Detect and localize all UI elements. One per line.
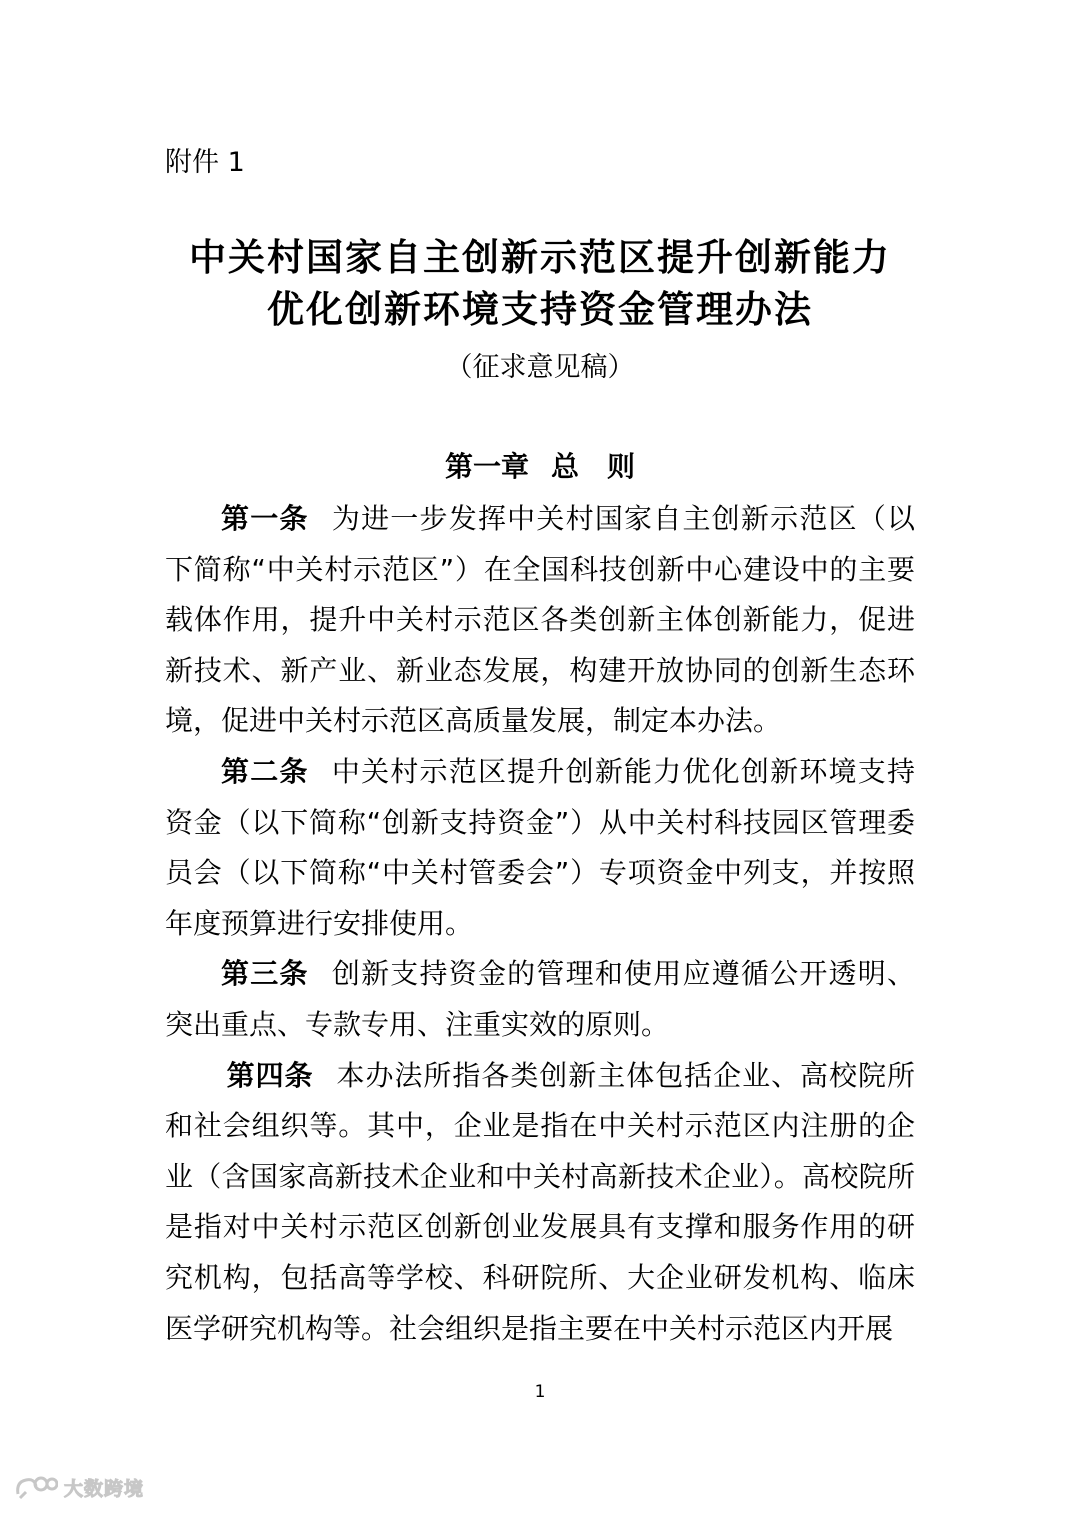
title-line-2: 优化创新环境支持资金管理办法 [267, 288, 813, 331]
document-title [0, 232, 1080, 388]
article-3 [165, 949, 915, 1050]
document-subtitle: （征求意见稿） [445, 352, 635, 383]
article-4 [165, 1051, 915, 1355]
title-line-1: 中关村国家自主创新示范区提升创新能力 [189, 236, 891, 279]
article-label: 第一条 [221, 502, 309, 535]
article-label: 第二条 [221, 754, 309, 788]
article-text: 为进一步发挥中关村国家自主创新示范区（以下简称“中关村示范区”）在全国科技创新中心建设中的主要载体作用，提升中关村示范区各类创新主体创新能力，促进新技术、新产业、新业态发展，构建开放协同的创新生态环境，促进中关村示范区高质量发展，制定本办法。 [165, 502, 915, 738]
watermark-text: 大数跨境 [64, 1477, 145, 1500]
article-text: 创新支持资金的管理和使用应遵循公开透明、突出重点、专款专用、注重实效的原则。 [165, 957, 915, 1041]
article-label: 第四条 [226, 1058, 314, 1092]
article-text: 本办法所指各类创新主体包括企业、高校院所和社会组织等。其中，企业是指在中关村示范区内注册的企业（含国家高新技术企业和中关村高新技术企业）。高校院所是指对中关村示范区创新创业发展具有支撑和服务作用的研究机构，包括高等学校、科研院所、大企业研发机构、临床医学研究机构等。社会组织是指主要在中关村示范区内开展 [165, 1058, 915, 1345]
document-body [165, 494, 915, 1354]
page-number: 1 [534, 1382, 546, 1402]
chapter-heading [0, 444, 1080, 490]
article-2 [165, 747, 915, 949]
chapter-number: 第一章 [444, 450, 529, 483]
watermark [14, 1472, 144, 1502]
article-1 [165, 494, 915, 747]
article-label: 第三条 [221, 957, 309, 991]
watermark-logo-icon [14, 1472, 58, 1502]
chapter-name: 总 则 [551, 450, 636, 483]
article-text: 中关村示范区提升创新能力优化创新环境支持资金（以下简称“创新支持资金”）从中关村科技园区管理委员会（以下简称“中关村管委会”）专项资金中列支，并按照年度预算进行安排使用。 [165, 754, 915, 940]
attachment-label: 附件 1 [165, 147, 245, 178]
